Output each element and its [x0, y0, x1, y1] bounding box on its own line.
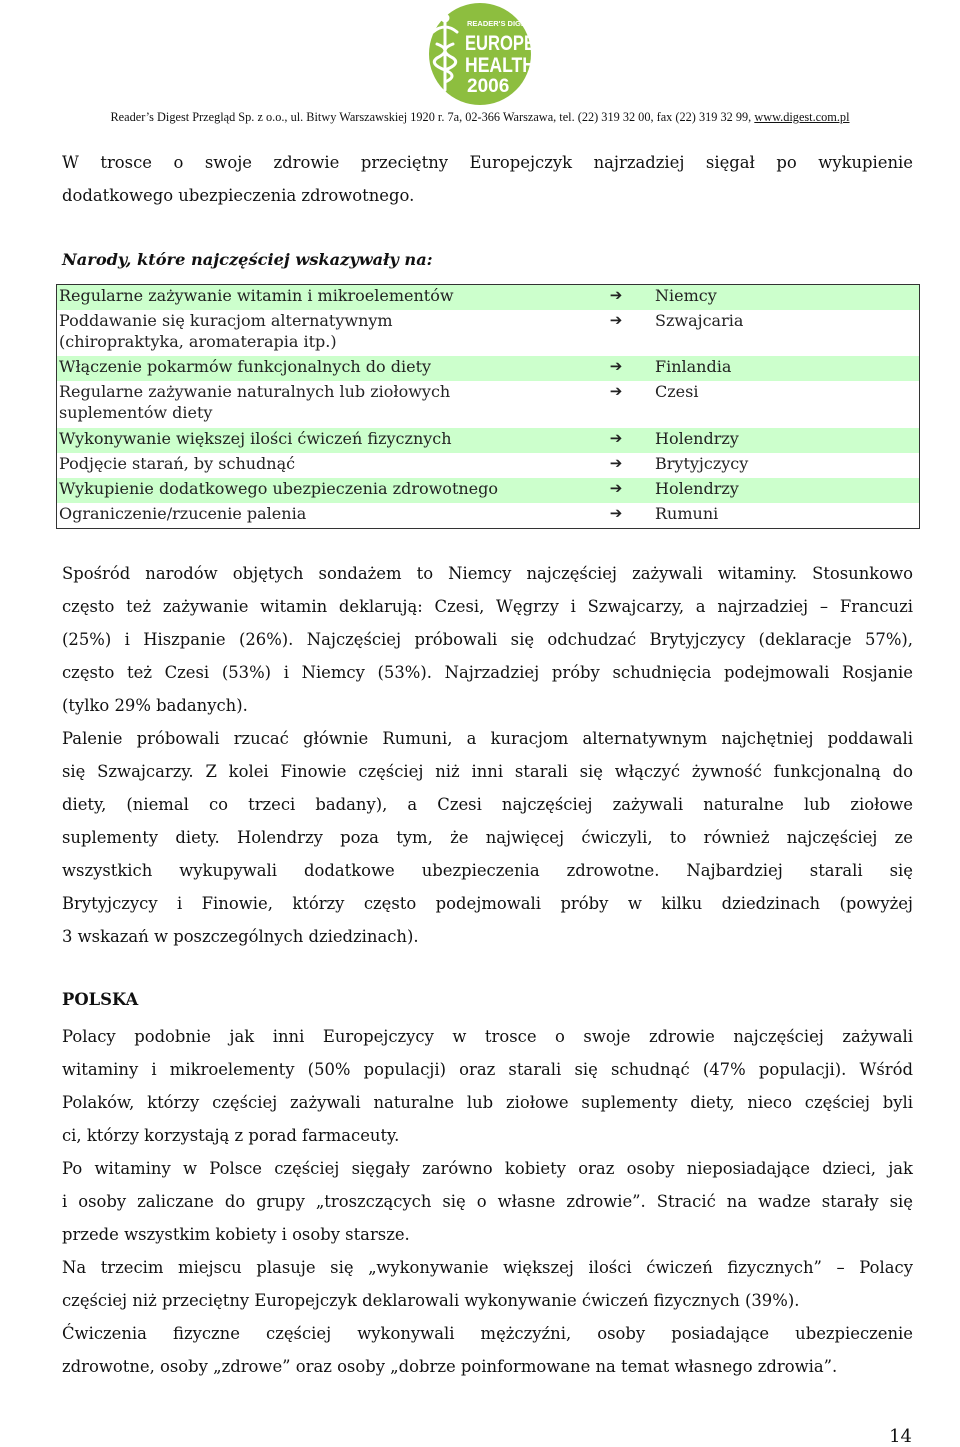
arrow-right-icon: ➔: [609, 357, 623, 375]
address-text: Reader’s Digest Przegląd Sp. z o.o., ul. Bitwy Warszawskiej 1920 r. 7a, 02-366 Warszawa, tel. (22) 319 32 00, fax (22) 319 32 99,: [110, 110, 755, 124]
nation-cell: Holendrzy: [655, 479, 739, 498]
summary-line: Spośród narodów objętych sondażem to Niemcy najczęściej zażywali witaminy. Stosunkowo: [62, 564, 913, 583]
logo-top-line: READER'S DIGEST: [467, 19, 536, 28]
summary-line: często też zażywanie witamin deklarują: Czesi, Węgrzy i Szwajcarzy, a najrzadziej – Francuzi: [62, 597, 913, 616]
summary-line: często też Czesi (53%) i Niemcy (53%). Najrzadziej próby schudnięcia podejmowali Rosjanie: [62, 663, 913, 682]
poland-line: i osoby zaliczane do grupy „troszczących się o własne zdrowie”. Stracić na wadze starały się: [62, 1192, 913, 1211]
nation-cell: Brytyjczycy: [655, 454, 749, 473]
activity-cell: Regularne zażywanie naturalnych lub ziołowych suplementów diety: [59, 382, 451, 422]
table-row: [57, 381, 920, 428]
page-number: 14: [889, 1426, 912, 1447]
poland-line: Ćwiczenia fizyczne częściej wykonywali mężczyźni, osoby posiadające ubezpieczenie: [62, 1324, 913, 1343]
website-link[interactable]: www.digest.com.pl: [754, 110, 850, 124]
arrow-right-icon: ➔: [609, 382, 623, 400]
table-row: [57, 453, 920, 478]
activity-cell: Wykupienie dodatkowego ubezpieczenia zdrowotnego: [59, 479, 499, 498]
activity-cell: Regularne zażywanie witamin i mikroelementów: [59, 286, 454, 305]
poland-line: witaminy i mikroelementy (50% populacji) oraz starali się schudnąć (47% populacji). Wśród: [62, 1060, 913, 1079]
nation-cell: Holendrzy: [655, 429, 739, 448]
activity-cell: Podjęcie starań, by schudnąć: [59, 454, 296, 473]
arrow-right-icon: ➔: [609, 311, 623, 329]
nations-table: [56, 284, 920, 529]
arrow-right-icon: ➔: [609, 479, 623, 497]
intro-paragraph: [62, 146, 913, 212]
logo-line3: 2006: [467, 76, 510, 97]
logo-line2: HEALTH: [465, 54, 535, 77]
poland-line: Polaków, którzy częściej zażywali naturalne lub ziołowe suplementy diety, nieco częściej byli: [62, 1093, 913, 1112]
table-row: [57, 428, 920, 453]
activity-cell: Poddawanie się kuracjom alternatywnym (chiropraktyka, aromaterapia itp.): [59, 311, 393, 351]
intro-line: dodatkowego ubezpieczenia zdrowotnego.: [62, 186, 415, 205]
logo-line1: EUROPE: [465, 32, 535, 55]
activity-cell: Ograniczenie/rzucenie palenia: [59, 504, 307, 523]
table-row: [57, 503, 920, 529]
poland-line: ci, którzy korzystają z porad farmaceuty.: [62, 1126, 400, 1145]
arrow-right-icon: ➔: [609, 504, 623, 522]
poland-line: przede wszystkim kobiety i osoby starsze.: [62, 1225, 410, 1244]
summary-paragraph: [62, 557, 913, 953]
nation-cell: Szwajcaria: [655, 311, 744, 330]
nation-cell: Czesi: [655, 382, 699, 401]
table-row: [57, 285, 920, 311]
activity-cell: Włączenie pokarmów funkcjonalnych do diety: [59, 357, 432, 376]
summary-line: (25%) i Hiszpanie (26%). Najczęściej próbowali się odchudzać Brytyjczycy (deklaracje 57%),: [62, 630, 913, 649]
summary-line: się Szwajcarzy. Z kolei Finowie częściej niż inni starali się włączyć żywność funkcjonalną do: [62, 762, 913, 781]
table-row: [57, 310, 920, 356]
arrow-right-icon: ➔: [609, 454, 623, 472]
table-row: [57, 356, 920, 381]
table-row: [57, 478, 920, 503]
poland-paragraph: [62, 1020, 913, 1383]
europe-health-2006-logo: [411, 2, 549, 106]
summary-line: Brytyjczycy i Finowie, którzy często podejmowali próby w kilku dziedzinach (powyżej: [62, 894, 913, 913]
poland-line: Po witaminy w Polsce częściej sięgały zarówno kobiety oraz osoby nieposiadające dzieci, jak: [62, 1159, 913, 1178]
nation-cell: Rumuni: [655, 504, 719, 523]
summary-line: wszystkich wykupywali dodatkowe ubezpieczenia zdrowotne. Najbardziej starali się: [62, 861, 913, 880]
arrow-right-icon: ➔: [609, 286, 623, 304]
poland-line: Na trzecim miejscu plasuje się „wykonywanie większej ilości ćwiczeń fizycznych” – Polacy: [62, 1258, 913, 1277]
summary-line: diety, (niemal co trzeci badany), a Czesi najczęściej zażywali naturalne lub ziołowe: [62, 795, 913, 814]
arrow-right-icon: ➔: [609, 429, 623, 447]
summary-line: suplementy diety. Holendrzy poza tym, że najwięcej ćwiczyli, to również najczęściej ze: [62, 828, 913, 847]
header-address: [0, 110, 960, 125]
section-heading-polska: POLSKA: [62, 990, 139, 1009]
nation-cell: Niemcy: [655, 286, 717, 305]
poland-line: zdrowotne, osoby „zdrowe” oraz osoby „dobrze poinformowane na temat własnego zdrowia”.: [62, 1357, 838, 1376]
poland-line: częściej niż przeciętny Europejczyk deklarowali wykonywanie ćwiczeń fizycznych (39%).: [62, 1291, 800, 1310]
summary-line: (tylko 29% badanych).: [62, 696, 248, 715]
summary-line: 3 wskazań w poszczególnych dziedzinach).: [62, 927, 419, 946]
summary-line: Palenie próbowali rzucać głównie Rumuni, a kuracjom alternatywnym najchętniej poddawali: [62, 729, 913, 748]
table-heading: Narody, które najczęściej wskazywały na:: [62, 250, 433, 269]
poland-line: Polacy podobnie jak inni Europejczycy w trosce o swoje zdrowie najczęściej zażywali: [62, 1027, 913, 1046]
intro-line: W trosce o swoje zdrowie przeciętny Europejczyk najrzadziej sięgał po wykupienie: [62, 153, 913, 172]
activity-cell: Wykonywanie większej ilości ćwiczeń fizycznych: [59, 429, 452, 448]
nation-cell: Finlandia: [655, 357, 732, 376]
